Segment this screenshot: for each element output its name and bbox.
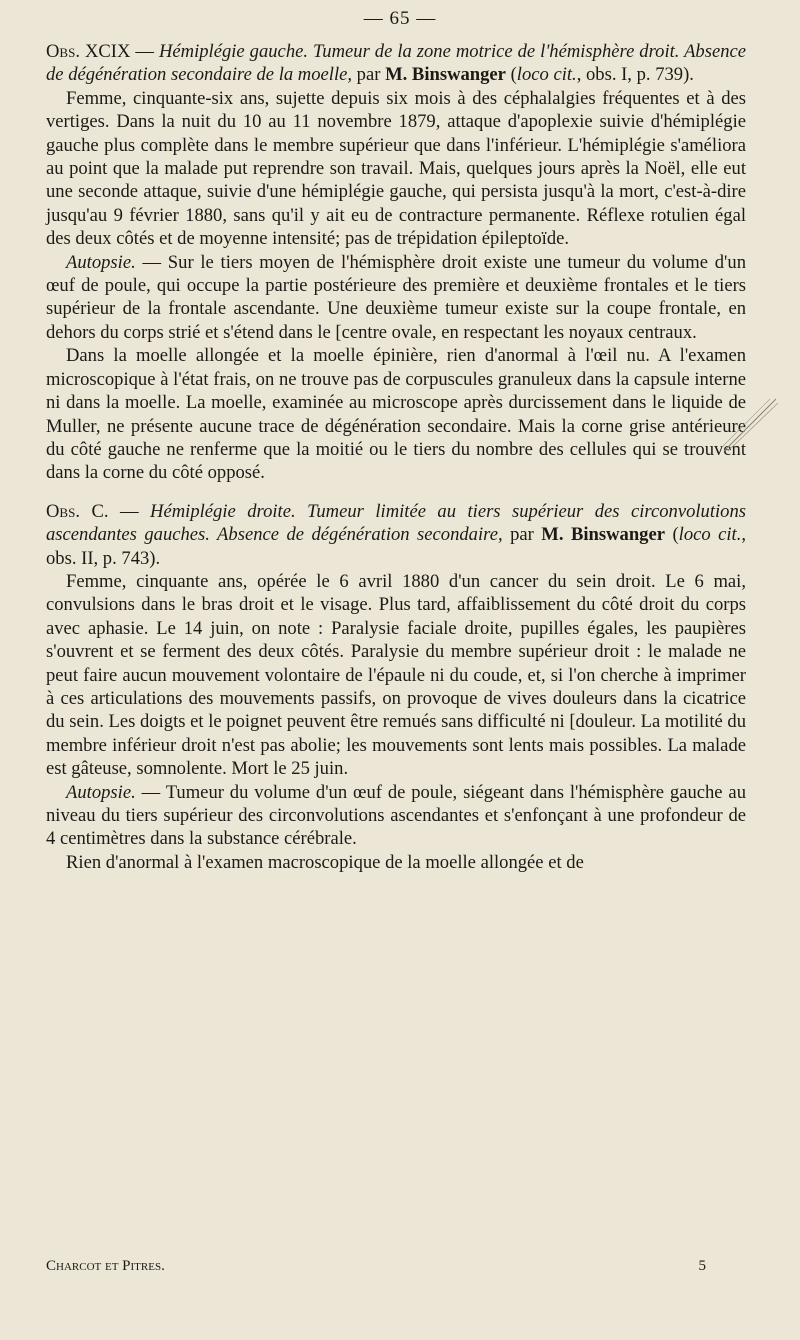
findings-paragraph: Rien d'anormal à l'examen macroscopique de la moelle allongée et de — [66, 851, 584, 873]
autopsy-label: Autopsie. — [66, 781, 136, 803]
observation-heading: Obs. C. — Hémiplégie droite. Tumeur limitée au tiers supérieur des circonvolutions ascendantes gauches. Absence de dégénération secondaire, par M. Binswanger (loco cit., obs. II, p. 743). — [46, 500, 747, 569]
observation-label: Obs. C. — [46, 500, 109, 522]
author-name: M. Binswanger — [541, 524, 665, 546]
autopsy-label: Autopsie. — [66, 251, 136, 273]
signature-mark: 5 — [698, 1258, 706, 1274]
observation-title: Hémiplégie droite. Tumeur limitée au tiers supérieur des circonvolutions ascendantes gauches. Absence de dégénération secondaire, — [46, 500, 746, 546]
observation-label: Obs. XCIX — [46, 41, 131, 62]
clinical-paragraph: Femme, cinquante ans, opérée le 6 avril 1880 d'un cancer du sein droit. Le 6 mai, convulsions dans le bras droit et le visage. Plus tard, affaiblissement du côté droit du corps avec aphasie. Le 14 juin, on note : Paralysie faciale droite, pupilles égales, les paupières s'ouvrent et se ferment des deux côtés. Paralysie du membre supérieur droit : le malade ne peut faire aucun mouvement volontaire de l'épaule ni du coude, et, si l'on cherche à imprimer à ces articulations des mouvements passifs, on provoque de vives douleurs dans la cicatrice du sein. Les doigts et le poignet peuvent être remués sans difficulté ni [douleur. La motilité du membre inférieur droit n'est pas abolie; les mouvements sont lents mais possibles. La malade est gâteuse, somnolente. Mort le 25 juin. — [46, 570, 746, 780]
footer-authors: Charcot et Pitres. — [46, 1258, 165, 1274]
autopsy-paragraph: Autopsie. — Sur le tiers moyen de l'hémisphère droit existe une tumeur du volume d'un œuf de poule, qui occupe la partie postérieure des première et deuxième frontales et le tiers supérieur de la frontale ascendante. Une deuxième tumeur existe sur la coupe frontale, en dehors du corps strié et s'étend dans le [centre ovale, en respectant les noyaux centraux. — [46, 251, 746, 343]
autopsy-paragraph: Autopsie. — Tumeur du volume d'un œuf de poule, siégeant dans l'hémisphère gauche au niveau du tiers supérieur des circonvolutions ascendantes et s'enfonçant à une profondeur de 4 centimètres dans la substance cérébrale. — [46, 781, 746, 850]
observation-title: Hémiplégie gauche. Tumeur de la zone motrice de l'hémisphère droit. Absence de dégénération secondaire de la moelle, — [46, 41, 747, 86]
text-column — [46, 40, 746, 874]
clinical-paragraph: Femme, cinquante-six ans, sujette depuis six mois à des céphalalgies fréquentes et à des vertiges. Dans la nuit du 10 au 11 novembre 1879, attaque d'apoplexie suivie d'hémiplégie gauche plus complète dans le membre supérieur que dans l'inférieur. L'hémiplégie s'améliora au point que la malade put reprendre son travail. Mais, quelques jours après la Noël, elle eut une seconde attaque, suivie d'une hémiplégie gauche, qui persista jusqu'à la mort, c'est-à-dire jusqu'au 9 février 1880, sans qu'il y ait eu de contracture permanente. Réflexe rotulien égal des deux côtés et de moyenne intensité; pas de trépidation épileptoïde. — [46, 87, 746, 250]
page-footer — [46, 1258, 746, 1275]
pencil-mark — [720, 395, 780, 455]
author-name: M. Binswanger — [385, 64, 506, 86]
findings-paragraph: Dans la moelle allongée et la moelle épinière, rien d'anormal à l'œil nu. A l'examen microscopique à l'état frais, on ne trouve pas de corpuscules granuleux dans la capsule interne ni dans la moelle. La moelle, examinée au microscope après durcissement dans le liquide de Muller, ne présente aucune trace de dégénération secondaire. Mais la corne grise antérieure du côté gauche ne renferme que la moitié ou le tiers du nombre des cellules qui se trouvent dans la corne du côté opposé. — [46, 345, 746, 484]
observation-heading: Obs. XCIX — Hémiplégie gauche. Tumeur de la zone motrice de l'hémisphère droit. Absence de dégénération secondaire de la moelle, par M. Binswanger (loco cit., obs. I, p. 739). — [46, 41, 747, 86]
page-number: — 65 — — [363, 8, 437, 29]
